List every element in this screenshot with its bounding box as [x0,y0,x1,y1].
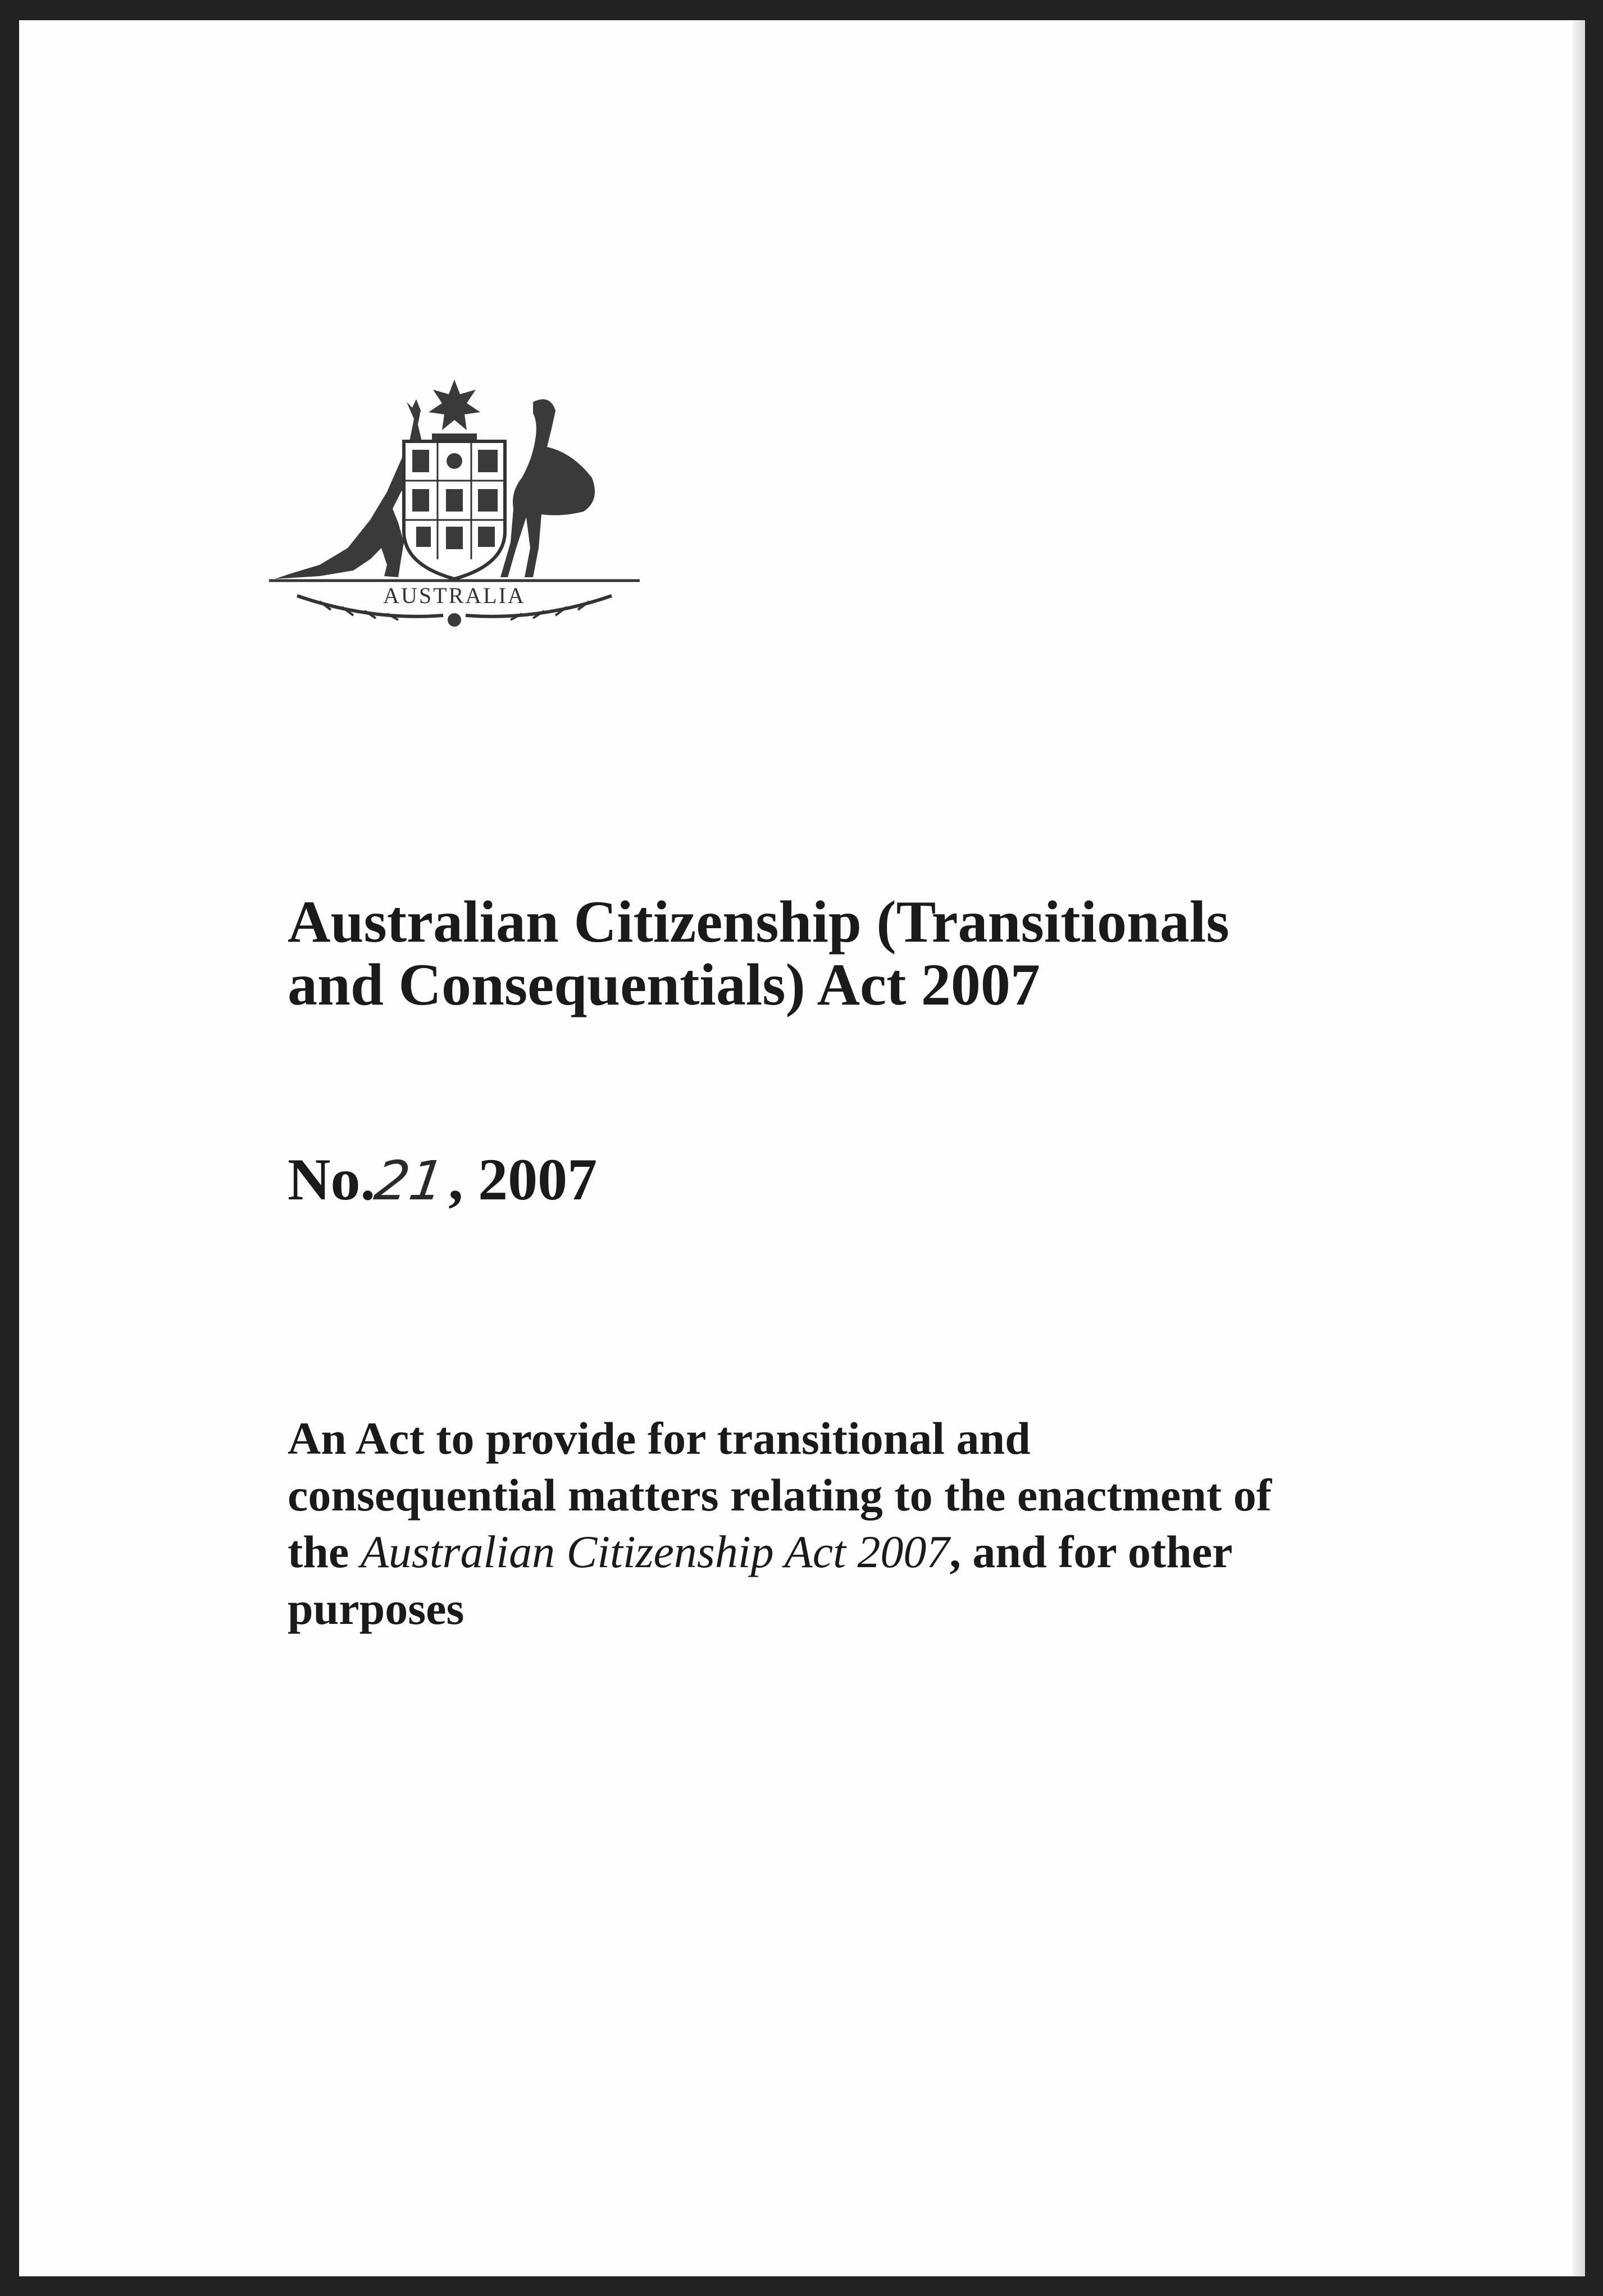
act-number-year: , 2007 [448,1147,598,1212]
kangaroo-icon [275,399,422,579]
long-title-line-1: An Act to provide for transitional and [288,1413,1031,1464]
act-title [288,891,1467,1016]
act-title-line-2: and Consequentials) Act 2007 [288,952,1040,1017]
long-title [288,1410,1411,1637]
page-edge [1573,20,1585,2276]
handwritten-act-number: 21 [371,1149,449,1212]
act-number-prefix: No. [288,1147,376,1212]
commonwealth-star-icon [429,380,480,430]
act-number [288,1146,597,1215]
crest-label: AUSTRALIA [383,583,526,608]
long-title-line-3-prefix: the [288,1526,361,1577]
act-title-line-1: Australian Citizenship (Transitionals [288,889,1229,955]
referenced-act-title: Australian Citizenship Act 2007 [360,1526,950,1577]
coat-of-arms-icon [269,380,640,649]
long-title-line-3-suffix: , and for other [949,1526,1233,1577]
emu-icon [500,399,595,577]
long-title-line-2: consequential matters relating to the enactment of [288,1469,1272,1521]
long-title-line-4: purposes [288,1583,464,1634]
document-page [19,20,1585,2276]
